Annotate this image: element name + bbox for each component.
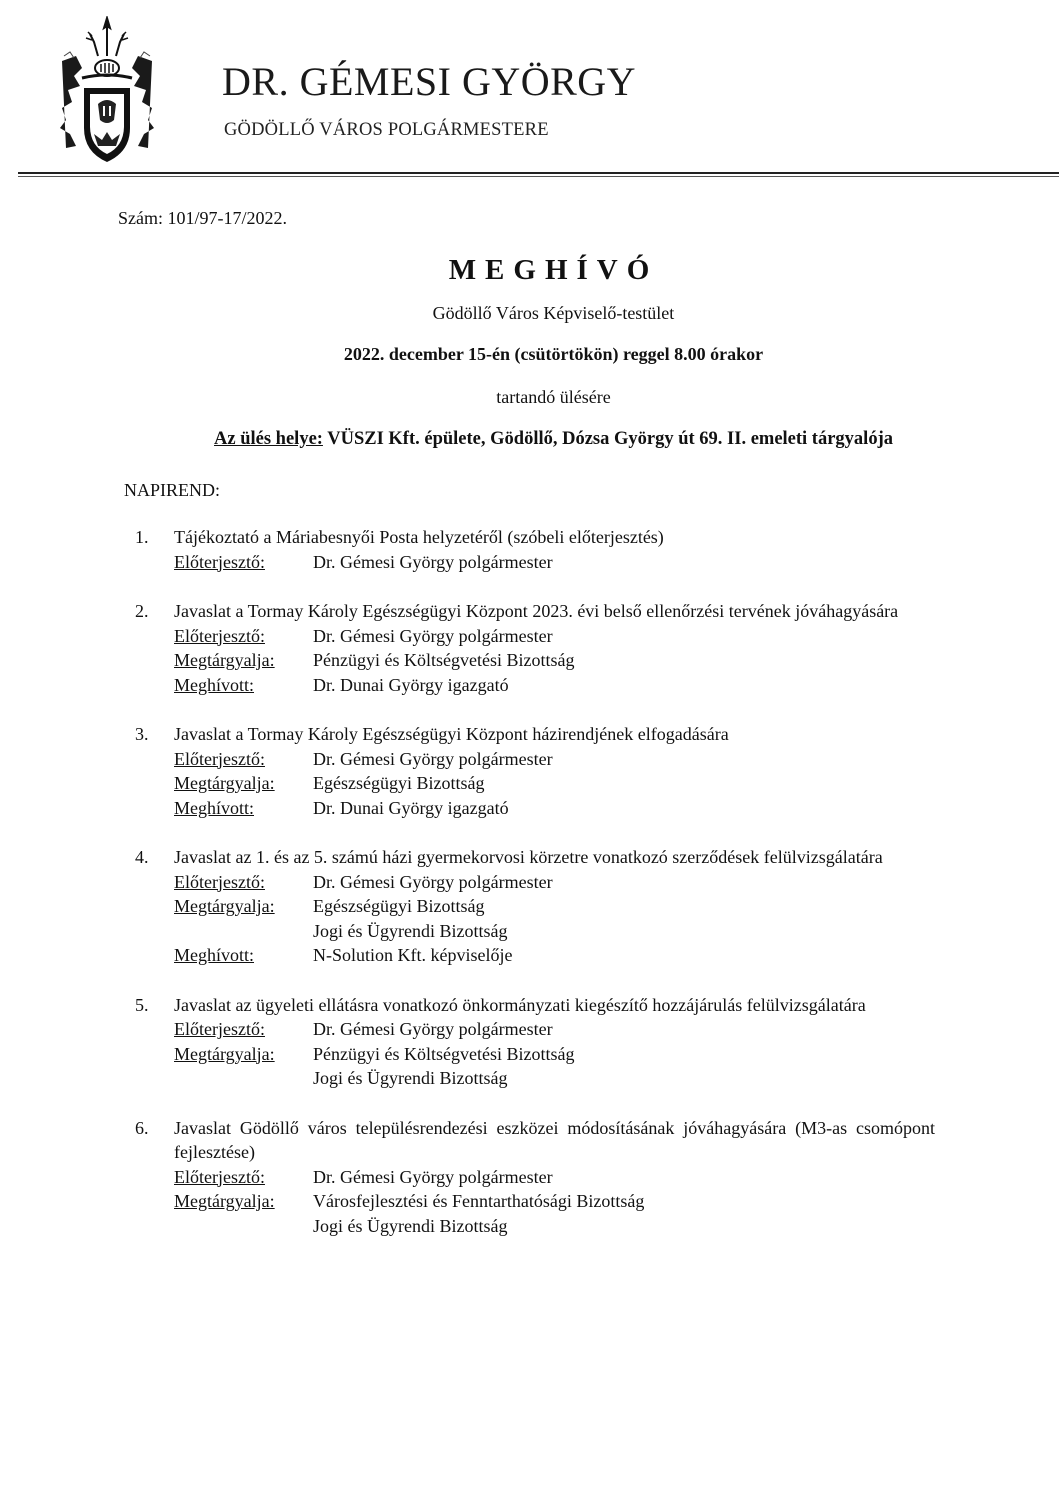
- row-value: Dr. Gémesi György polgármester: [313, 625, 553, 646]
- session-line: tartandó ülésére: [496, 387, 611, 407]
- agenda-row: [174, 624, 935, 649]
- row-label: Előterjesztő:: [174, 551, 265, 572]
- row-label: Megtárgyalja:: [174, 1191, 275, 1211]
- agenda-row: [174, 1214, 935, 1239]
- agenda-row: [174, 550, 935, 575]
- agenda-item-title: Javaslat Gödöllő város településrendezési eszközei módosításának jóváhagyására (M3-as csomópont fejlesztése): [174, 1117, 935, 1162]
- row-value: Dr. Gémesi György polgármester: [313, 748, 553, 769]
- row-value: Pénzügyi és Költségvetési Bizottság: [313, 1043, 575, 1064]
- row-value: Egészségügyi Bizottság: [313, 773, 485, 793]
- row-label: Előterjesztő:: [174, 1166, 265, 1187]
- agenda-item-number: 5.: [135, 994, 149, 1015]
- letterhead-divider: [18, 172, 1059, 178]
- agenda-item-title: Javaslat az ügyeleti ellátásra vonatkozó önkormányzati kiegészítő hozzájárulás felülvizsgálatára: [174, 994, 866, 1015]
- agenda-item-number: 3.: [135, 724, 149, 744]
- agenda-item-title: Tájékoztató a Máriabesnyői Posta helyzetéről (szóbeli előterjesztés): [174, 527, 664, 547]
- row-label: Előterjesztő:: [174, 625, 265, 646]
- row-value: Dr. Gémesi György polgármester: [313, 551, 553, 572]
- meeting-date: 2022. december 15-én (csütörtökön) reggel 8.00 órakor: [343, 344, 764, 364]
- agenda-row: [174, 648, 935, 673]
- agenda-row: [174, 870, 935, 895]
- agenda-row: [174, 894, 935, 919]
- row-value: Dr. Dunai György igazgató: [313, 674, 509, 695]
- row-value: Dr. Dunai György igazgató: [313, 797, 509, 818]
- agenda-item: [135, 1116, 935, 1239]
- row-label: Előterjesztő:: [174, 1019, 265, 1039]
- letterhead-subtitle: GÖDÖLLŐ VÁROS POLGÁRMESTERE: [224, 120, 549, 140]
- row-value: Pénzügyi és Költségvetési Bizottság: [313, 650, 575, 670]
- agenda-row: [174, 1066, 935, 1091]
- agenda-row: [174, 1042, 935, 1067]
- row-label: Megtárgyalja:: [174, 1043, 275, 1064]
- agenda-row: [174, 1189, 935, 1214]
- row-label: Meghívott:: [174, 945, 254, 965]
- row-value: Városfejlesztési és Fenntarthatósági Bizottság: [313, 1191, 645, 1211]
- agenda-item-number: 1.: [135, 527, 149, 547]
- agenda-item: [135, 525, 935, 574]
- row-label: Meghívott:: [174, 797, 254, 818]
- meeting-place: [0, 429, 1059, 450]
- agenda-item-title: Javaslat a Tormay Károly Egészségügyi Központ 2023. évi belső ellenőrzési tervének jóváhagyására: [174, 601, 899, 621]
- agenda-row: [174, 1017, 935, 1042]
- agenda-item-number: 4.: [135, 847, 149, 867]
- agenda-item-number: 2.: [135, 601, 149, 621]
- row-value: Egészségügyi Bizottság: [313, 896, 485, 916]
- agenda-row: [174, 943, 935, 968]
- row-value: Dr. Gémesi György polgármester: [313, 1166, 553, 1187]
- agenda-item-title: Javaslat az 1. és az 5. számú házi gyermekorvosi körzetre vonatkozó szerződések felülvizsgálatára: [174, 847, 883, 867]
- row-label: Megtárgyalja:: [174, 650, 275, 670]
- agenda-row: [174, 747, 935, 772]
- row-label: Előterjesztő:: [174, 871, 265, 892]
- row-value: Jogi és Ügyrendi Bizottság: [313, 1068, 508, 1088]
- body-name: Gödöllő Város Képviselő-testület: [432, 303, 675, 323]
- row-label: Meghívott:: [174, 674, 254, 695]
- agenda-item: [135, 599, 935, 697]
- agenda-item: [135, 845, 935, 968]
- agenda-item: [135, 993, 935, 1091]
- agenda-heading: NAPIREND:: [124, 480, 221, 500]
- agenda-item-title: Javaslat a Tormay Károly Egészségügyi Központ házirendjének elfogadására: [174, 724, 729, 744]
- agenda-row: [174, 1165, 935, 1190]
- row-label: Előterjesztő:: [174, 748, 265, 769]
- document-title: MEGHÍVÓ: [448, 254, 659, 286]
- place-label: Az ülés helye:: [214, 429, 323, 449]
- place-value: VÜSZI Kft. épülete, Gödöllő, Dózsa György út 69. II. emeleti tárgyalója: [322, 429, 893, 449]
- row-value: Dr. Gémesi György polgármester: [313, 871, 553, 892]
- agenda-row: [174, 771, 935, 796]
- agenda-item: [135, 722, 935, 820]
- row-value: Dr. Gémesi György polgármester: [313, 1019, 553, 1039]
- row-label: Megtárgyalja:: [174, 773, 275, 793]
- coat-of-arms-icon: [52, 16, 162, 164]
- agenda-item-number: 6.: [135, 1117, 149, 1138]
- letterhead-name: DR. GÉMESI GYÖRGY: [222, 59, 637, 104]
- row-value: Jogi és Ügyrendi Bizottság: [313, 920, 508, 941]
- agenda-row: [174, 673, 935, 698]
- agenda-list: [135, 525, 935, 1263]
- agenda-row: [174, 919, 935, 944]
- row-value: Jogi és Ügyrendi Bizottság: [313, 1215, 508, 1236]
- row-value: N-Solution Kft. képviselője: [313, 945, 513, 965]
- agenda-row: [174, 796, 935, 821]
- row-label: Megtárgyalja:: [174, 896, 275, 916]
- reference-number: Szám: 101/97-17/2022.: [118, 208, 287, 228]
